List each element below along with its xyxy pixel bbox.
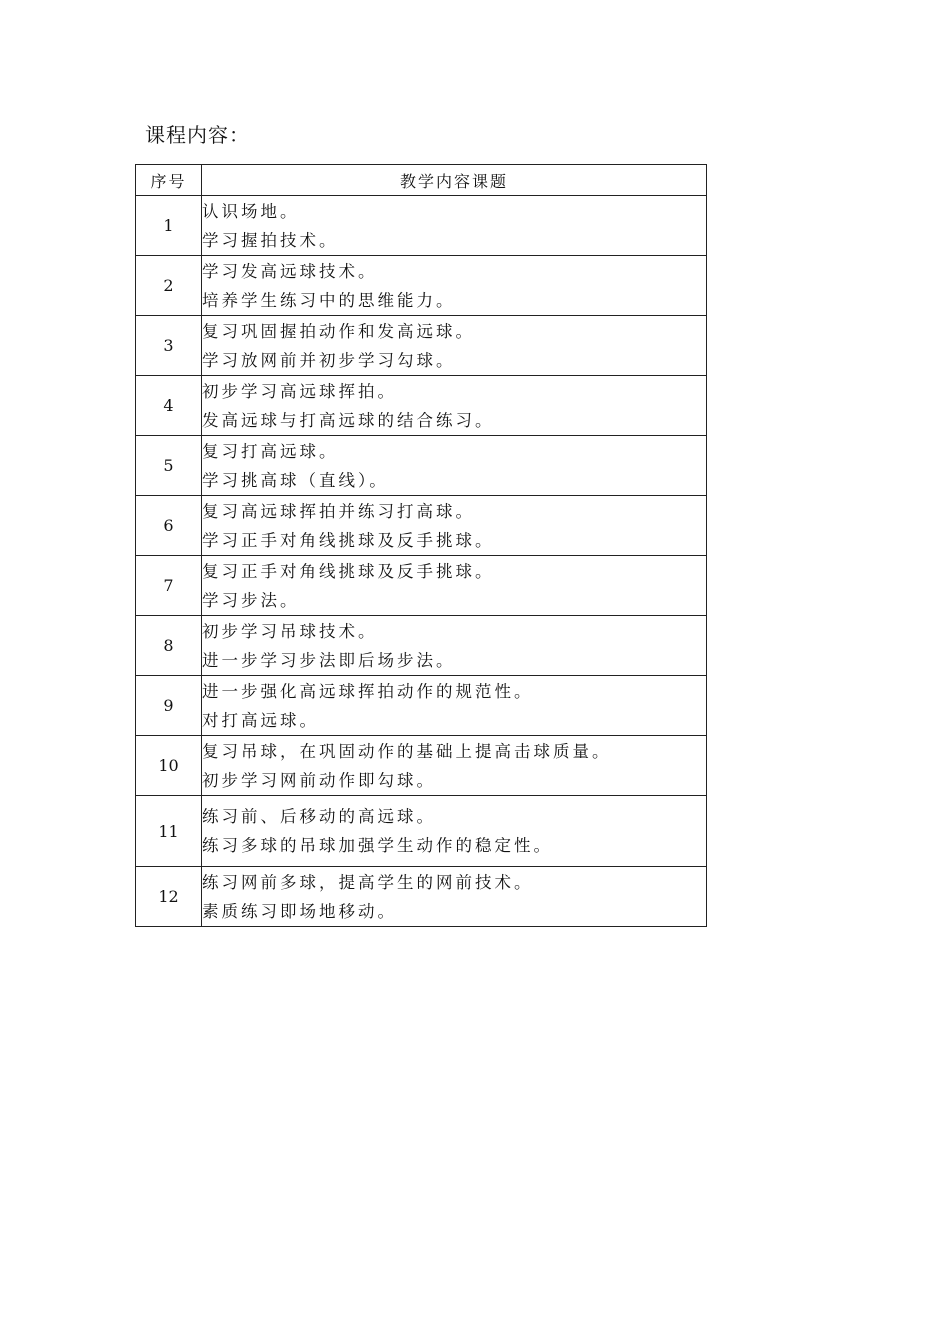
row-content [202,256,707,316]
row-number: 5 [136,436,202,496]
content-line: 初步学习高远球挥拍。 [202,381,397,401]
row-content [202,616,707,676]
row-number: 8 [136,616,202,676]
table-row [136,436,707,496]
row-number: 12 [136,867,202,927]
table-row [136,376,707,436]
row-content [202,676,707,736]
table-row [136,496,707,556]
row-number: 7 [136,556,202,616]
content-line: 练习前、后移动的高远球。 [202,807,436,826]
content-line: 学习挑高球（直线）。 [202,470,389,490]
header-seq: 序号 [136,165,202,196]
header-topic: 教学内容课题 [202,165,707,196]
content-line: 发高远球与打高远球的结合练习。 [202,410,495,430]
table-row [136,616,707,676]
row-content [202,736,707,796]
table-header-row [136,165,707,196]
row-number: 4 [136,376,202,436]
table-row [136,556,707,616]
content-line: 练习多球的吊球加强学生动作的稳定性。 [202,836,553,855]
row-content [202,436,707,496]
table-row [136,196,707,256]
table-row [136,796,707,867]
row-content [202,796,707,867]
content-line: 培养学生练习中的思维能力。 [202,290,456,310]
row-number: 2 [136,256,202,316]
row-content [202,376,707,436]
row-content [202,556,707,616]
content-line: 学习放网前并初步学习勾球。 [202,350,456,370]
table-row [136,676,707,736]
content-line: 素质练习即场地移动。 [202,901,397,921]
content-line: 复习高远球挥拍并练习打高球。 [202,501,475,521]
content-line: 进一步学习步法即后场步法。 [202,650,456,670]
content-line: 学习发高远球技术。 [202,261,378,281]
content-line: 初步学习网前动作即勾球。 [202,770,436,790]
content-line: 认识场地。 [202,201,300,221]
content-line: 学习握拍技术。 [202,230,339,250]
row-number: 9 [136,676,202,736]
row-number: 11 [136,796,202,867]
content-line: 复习正手对角线挑球及反手挑球。 [202,561,495,581]
table-row [136,736,707,796]
row-content [202,867,707,927]
row-content [202,316,707,376]
content-line: 学习步法。 [202,590,300,610]
table-row [136,867,707,927]
row-content [202,496,707,556]
content-line: 练习网前多球，提高学生的网前技术。 [202,872,534,892]
table-row [136,256,707,316]
row-number: 3 [136,316,202,376]
row-content [202,196,707,256]
table-row [136,316,707,376]
row-number: 6 [136,496,202,556]
content-line: 复习打高远球。 [202,441,339,461]
content-line: 复习吊球，在巩固动作的基础上提高击球质量。 [202,741,612,761]
section-heading: 课程内容： [145,123,250,147]
content-line: 复习巩固握拍动作和发高远球。 [202,321,475,341]
content-line: 对打高远球。 [202,710,319,730]
content-line: 进一步强化高远球挥拍动作的规范性。 [202,681,534,701]
row-number: 1 [136,196,202,256]
content-line: 学习正手对角线挑球及反手挑球。 [202,530,495,550]
content-line: 初步学习吊球技术。 [202,621,378,641]
course-content-table [135,164,707,927]
row-number: 10 [136,736,202,796]
